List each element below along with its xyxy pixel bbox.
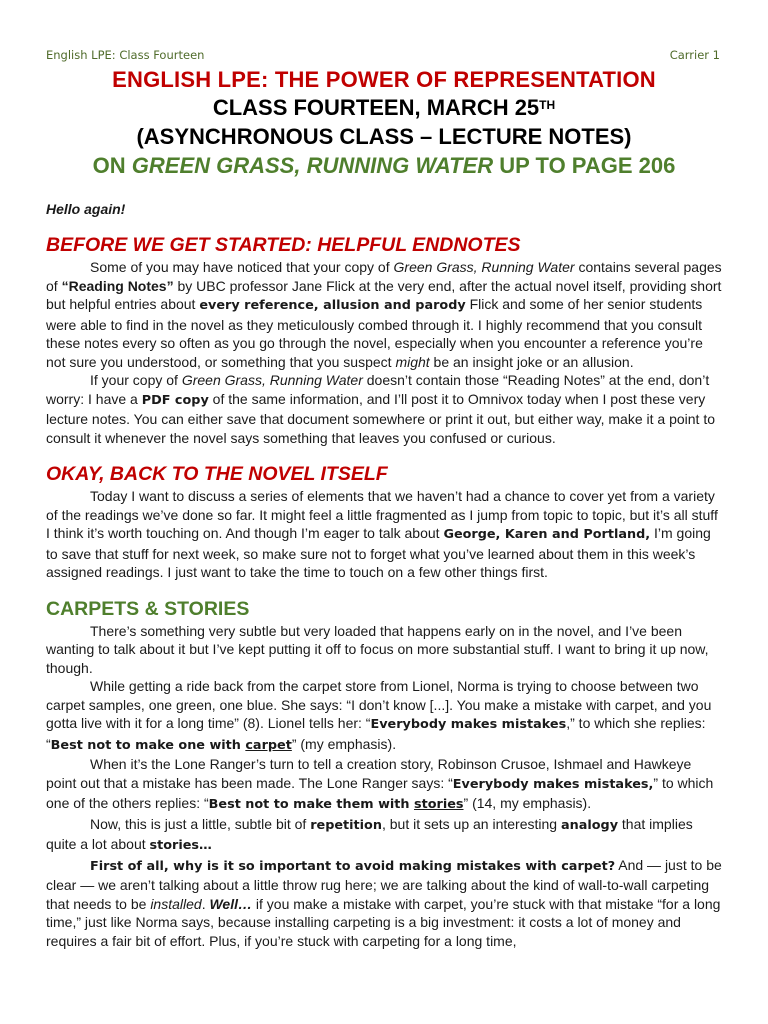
class-date-title: CLASS FOURTEEN, MARCH 25TH — [212, 95, 556, 120]
class-type-title: (ASYNCHRONOUS CLASS – LECTURE NOTES) — [136, 124, 632, 149]
lecture-body — [46, 200, 722, 950]
novel-title-line: ON GREEN GRASS, RUNNING WATER UP TO PAGE 206 — [92, 153, 676, 178]
paragraph: While getting a ride back from the carpet store from Lionel, Norma is trying to choose between two carpet samples, one green, one blue. She says: “I don’t know [...]. You make a mistake with carpet, and you gotta live with it for a long time” (8). Lionel tells her: “Everybody makes mistakes,” to which she replies: “Best not to make one with carpet” (my emphasis). — [46, 678, 712, 753]
section-heading-novel: OKAY, BACK TO THE NOVEL ITSELF — [46, 463, 388, 485]
section-heading-endnotes: BEFORE WE GET STARTED: HELPFUL ENDNOTES — [46, 234, 521, 256]
greeting: Hello again! — [46, 201, 126, 217]
section-heading-carpets: CARPETS & STORIES — [46, 597, 250, 620]
paragraph: Some of you may have noticed that your copy of Green Grass, Running Water contains several pages of “Reading Notes” by UBC professor Jane Flick at the very end, after the actual novel itself, providing short but helpful entries about every reference, allusion and parody Flick and some of her senior students were able to find in the novel as they meticulously combed through it. I highly recommend that you consult these notes every so often as you go through the novel, especially when you encounter a reference you’re not sure you understood, or something that you suspect might be an insight joke or an allusion. — [46, 259, 722, 370]
paragraph: Now, this is just a little, subtle bit of repetition, but it sets up an interesting analogy that implies quite a lot about stories… — [46, 815, 693, 853]
paragraph: Today I want to discuss a series of elements that we haven’t had a chance to cover yet from a variety of the readings we’ve done so far. It might feel a little fragmented as I jump from topic to topic, but it’s all stuff I think it’s worth touching on. And though I’m eager to talk about George, Karen and Portland, I’m going to save that stuff for next week, so make sure not to forget what you’ve learned about them in this week’s assigned readings. I just want to take the time to touch on a few other things first. — [46, 488, 718, 580]
title-block — [0, 66, 768, 180]
paragraph: There’s something very subtle but very loaded that happens early on in the novel, and I’ve been wanting to talk about it but I’ve kept putting it off to focus on more substantial stuff. I want to bring it up now, though. — [46, 622, 709, 676]
course-title: ENGLISH LPE: THE POWER OF REPRESENTATION — [112, 67, 656, 92]
paragraph: First of all, why is it so important to avoid making mistakes with carpet? And — just to be clear — we aren’t talking about a little throw rug here; we are talking about the kind of wall-to-wall carpeting that needs to be installed. Well… if you make a mistake with carpet, you’re stuck with that mistake “for a long time,” just like Norma says, because installing carpeting is a big investment: it costs a lot of money and requires a fair bit of effort. Plus, if you’re stuck with carpeting for a long time, — [46, 856, 722, 949]
paragraph: If your copy of Green Grass, Running Water doesn’t contain those “Reading Notes” at the end, don’t worry: I have a PDF copy of the same information, and I’ll post it to Omnivox today when I post these very lecture notes. You can either save that document somewhere or print it out, but either way, make it a point to consult it whenever the novel says something that leaves you confused or curious. — [46, 372, 716, 446]
header-course-label: English LPE: Class Fourteen — [46, 48, 205, 62]
header-page-label: Carrier 1 — [669, 48, 720, 62]
date-suffix: TH — [539, 98, 556, 112]
paragraph: When it’s the Lone Ranger’s turn to tell a creation story, Robinson Crusoe, Ishmael and Hawkeye point out that a mistake has been made. The Lone Ranger says: “Everybody makes mistakes,” to which one of the others replies: “Best not to make them with stories” (14, my emphasis). — [46, 756, 714, 812]
novel-title: GREEN GRASS, RUNNING WATER — [131, 153, 494, 178]
running-header — [46, 48, 720, 62]
